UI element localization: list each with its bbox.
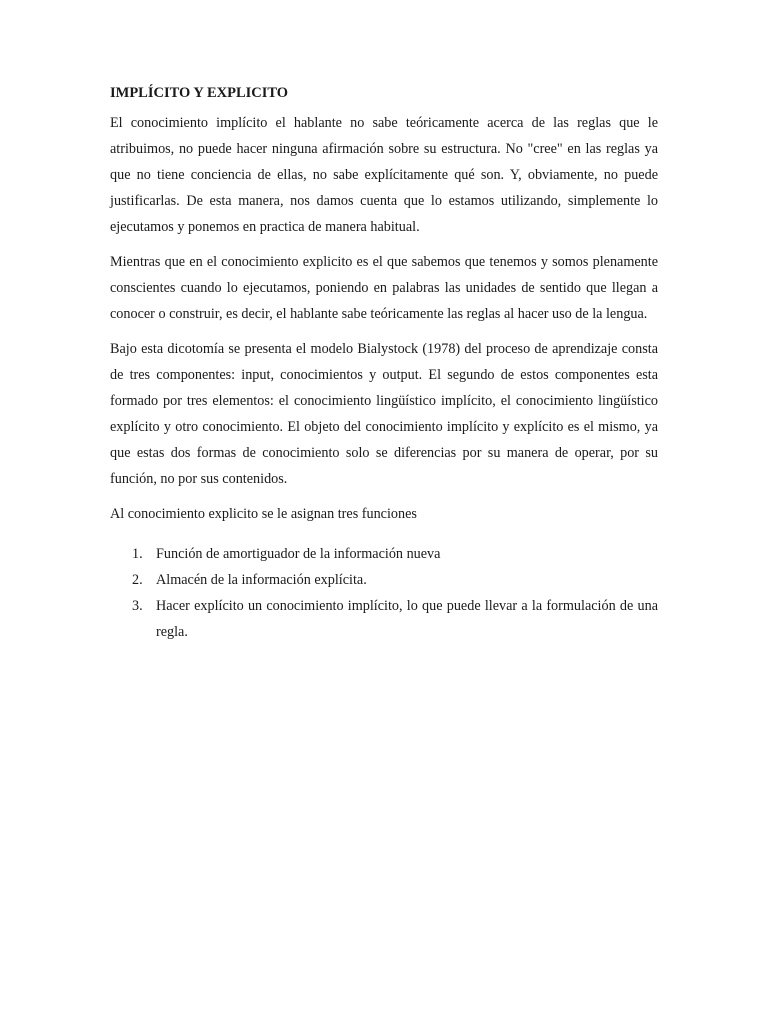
list-item-text: Función de amortiguador de la información nueva [156,546,441,562]
list-item-text: Almacén de la información explícita. [156,572,367,588]
paragraph-explicit-knowledge: Mientras que en el conocimiento explicito es el que sabemos que tenemos y somos plenamente conscientes cuando lo ejecutamos, poniendo en palabras las unidades de sentido que llegan a conocer o construir, es decir, el hablante sabe teóricamente las reglas al hacer uso de la lengua. [110,254,658,322]
paragraph-functions-intro: Al conocimiento explicito se le asignan tres funciones [110,506,417,522]
list-item [132,541,658,567]
functions-list [110,541,658,645]
list-item-text: Hacer explícito un conocimiento implícito, lo que puede llevar a la formulación de una regla. [156,598,658,640]
list-item-number: 2. [132,572,143,588]
list-item [132,567,658,593]
paragraph-implicit-knowledge: El conocimiento implícito el hablante no sabe teóricamente acerca de las reglas que le atribuimos, no puede hacer ninguna afirmación sobre su estructura. No "cree" en las reglas ya que no tiene conciencia de ellas, no sabe explícitamente qué son. Y, obviamente, no puede justificarlas. De esta manera, nos damos cuenta que lo estamos utilizando, simplemente lo ejecutamos y ponemos en practica de manera habitual. [110,115,658,235]
document-title: IMPLÍCITO Y EXPLICITO [110,85,289,101]
list-item-number: 3. [132,598,143,614]
list-item-number: 1. [132,546,143,562]
paragraph-bialystock-model: Bajo esta dicotomía se presenta el modelo Bialystock (1978) del proceso de aprendizaje consta de tres componentes: input, conocimientos y output. El segundo de estos componentes esta formado por tres elementos: el conocimiento lingüístico implícito, el conocimiento lingüístico explícito y otro conocimiento. El objeto del conocimiento implícito y explícito es el mismo, ya que estas dos formas de conocimiento solo se diferencias por su manera de operar, por su función, no por sus contenidos. [110,341,658,487]
list-item [132,593,658,645]
document-body [110,82,658,645]
